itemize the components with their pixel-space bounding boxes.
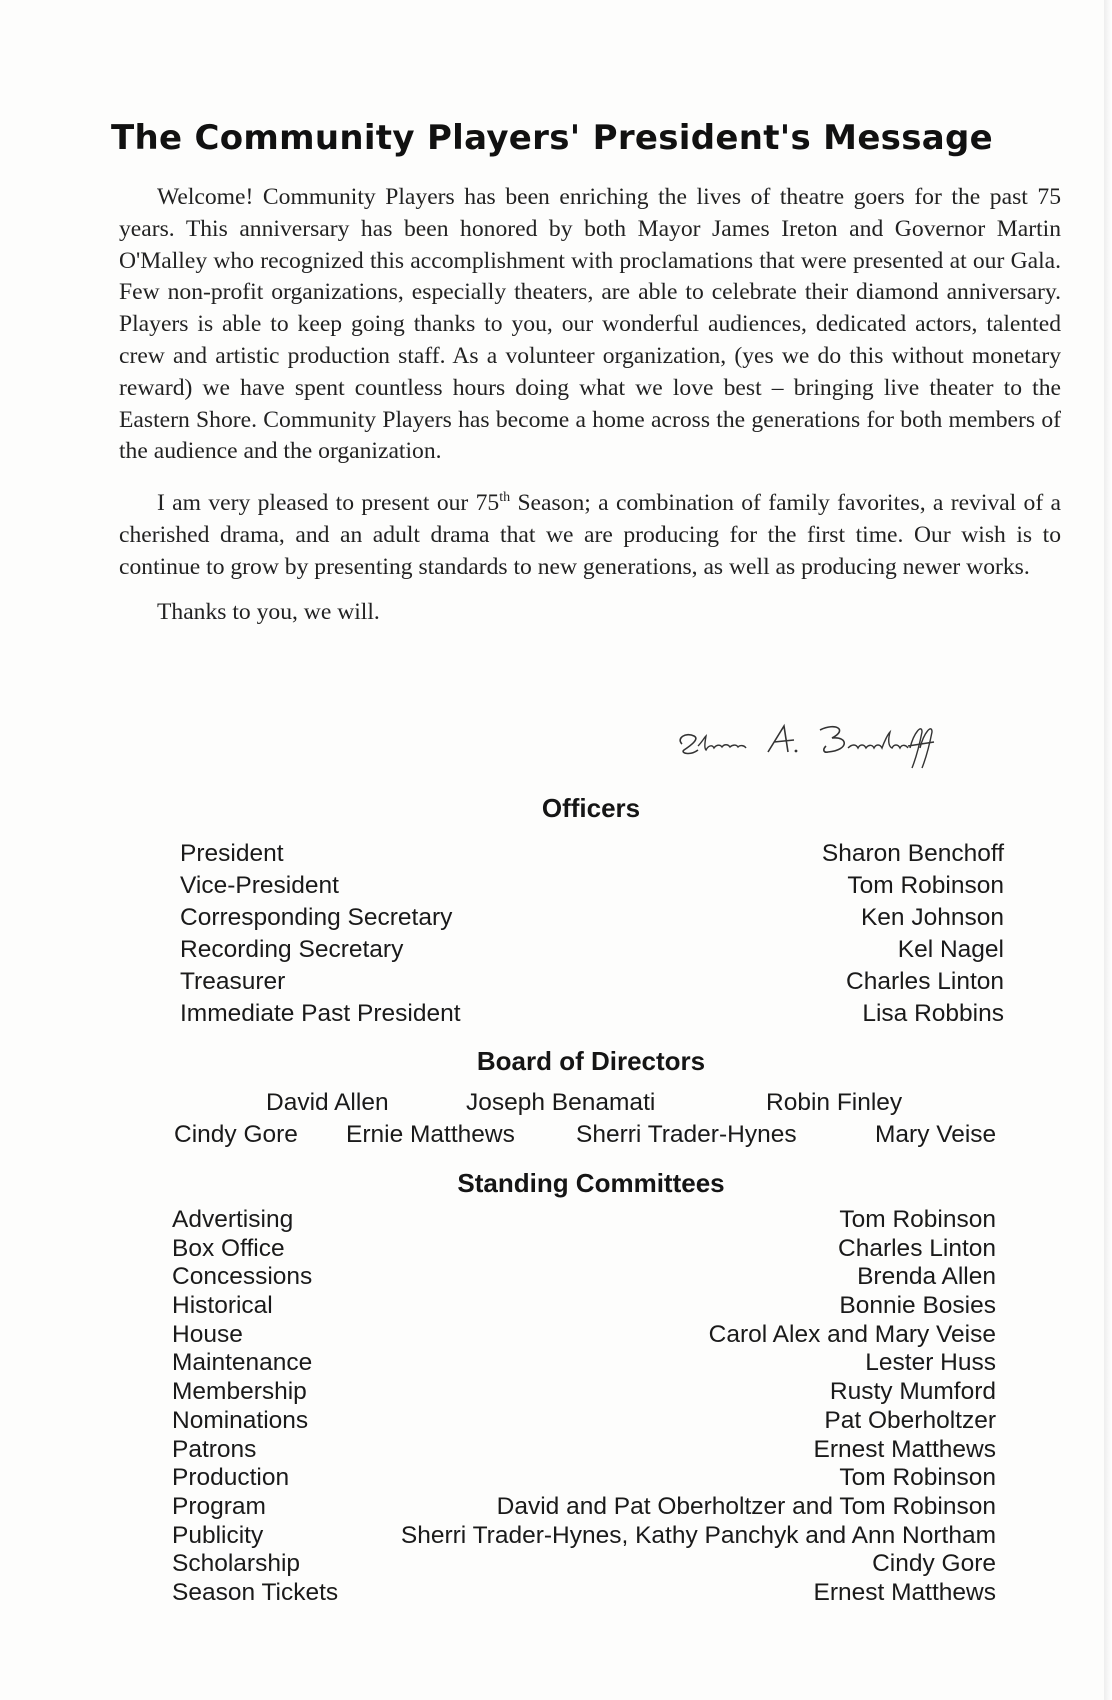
committee-name: Advertising bbox=[172, 1206, 294, 1233]
board-member: David Allen bbox=[266, 1089, 389, 1116]
officer-row bbox=[180, 998, 1004, 1030]
season-intro: I am very pleased to present our 75 bbox=[157, 490, 500, 517]
committee-chair: Rusty Mumford bbox=[829, 1378, 996, 1406]
committee-row bbox=[172, 1292, 996, 1321]
letter-paragraph: Welcome! Community Players has been enriching the lives of theatre goers for the past 75 years. This anniversary has been honored by both Mayor James Ireton and Governor Martin O'Malley who recognized this accomplishment with proclamations that were presented at our Gala. Few non-profit organizations, especially theaters, are able to celebrate their diamond anniversary. Players is able to keep going thanks to you, our wonderful audiences, dedicated actors, talented crew and artistic production staff. As a volunteer organization, (yes we do this without monetary reward) we have spent countless hours doing what we love best – bringing live theater to the Eastern Shore. Community Players has become a home across the generations for both members of the audience and the organization. bbox=[119, 184, 1061, 465]
committee-name: Box Office bbox=[172, 1234, 285, 1262]
presidents-letter bbox=[119, 182, 1061, 643]
committee-name: Program bbox=[172, 1492, 266, 1520]
officer-row bbox=[180, 838, 1004, 870]
committee-name: Membership bbox=[172, 1378, 307, 1406]
committee-chair: Tom Robinson bbox=[839, 1206, 996, 1233]
officer-row bbox=[180, 870, 1004, 902]
committee-name: Season Tickets bbox=[172, 1578, 339, 1606]
board-heading: Board of Directors bbox=[476, 1046, 706, 1076]
committee-row bbox=[172, 1349, 996, 1378]
board-member: Sherri Trader-Hynes bbox=[576, 1121, 797, 1148]
committee-name: Scholarship bbox=[172, 1550, 301, 1578]
officer-role: Treasurer bbox=[180, 968, 286, 995]
committee-chair: David and Pat Oberholtzer and Tom Robinson bbox=[496, 1492, 996, 1520]
committee-chair: Sherri Trader-Hynes, Kathy Panchyk and Ann Northam bbox=[400, 1521, 996, 1549]
officer-row bbox=[180, 934, 1004, 966]
committee-name: Patrons bbox=[172, 1435, 257, 1463]
committee-name: Production bbox=[172, 1464, 290, 1492]
committee-row bbox=[172, 1522, 996, 1551]
committee-chair: Brenda Allen bbox=[857, 1263, 996, 1291]
committees-heading: Standing Committees bbox=[457, 1168, 725, 1198]
committee-row bbox=[172, 1206, 996, 1235]
committee-row bbox=[172, 1321, 996, 1350]
committee-chair: Ernest Matthews bbox=[813, 1435, 996, 1463]
board-member: Mary Veise bbox=[875, 1121, 997, 1148]
committee-row bbox=[172, 1235, 996, 1264]
committee-name: Nominations bbox=[172, 1406, 309, 1434]
committee-name: Concessions bbox=[172, 1263, 313, 1291]
committee-row bbox=[172, 1550, 996, 1579]
committee-name: Maintenance bbox=[172, 1349, 313, 1377]
officer-name: Charles Linton bbox=[846, 968, 1004, 995]
committee-chair: Charles Linton bbox=[838, 1234, 996, 1262]
officer-role: Recording Secretary bbox=[180, 936, 404, 963]
officers-list bbox=[180, 838, 1004, 1030]
committee-row bbox=[172, 1436, 996, 1465]
committee-chair: Tom Robinson bbox=[839, 1464, 996, 1492]
committee-chair: Carol Alex and Mary Veise bbox=[708, 1320, 996, 1348]
officer-name: Lisa Robbins bbox=[862, 1000, 1004, 1027]
president-signature bbox=[672, 712, 952, 772]
committee-chair: Lester Huss bbox=[865, 1349, 996, 1377]
committee-name: House bbox=[172, 1320, 243, 1348]
committee-row bbox=[172, 1493, 996, 1522]
committee-row bbox=[172, 1263, 996, 1292]
officer-role: President bbox=[180, 840, 284, 867]
committee-row bbox=[172, 1464, 996, 1493]
committees-list bbox=[172, 1206, 996, 1608]
committee-row bbox=[172, 1579, 996, 1608]
officers-heading: Officers bbox=[541, 793, 641, 823]
board-member: Robin Finley bbox=[766, 1089, 903, 1116]
officer-row bbox=[180, 966, 1004, 998]
committee-row bbox=[172, 1407, 996, 1436]
officer-name: Sharon Benchoff bbox=[821, 840, 1004, 867]
officer-name: Ken Johnson bbox=[860, 904, 1004, 931]
committee-chair: Bonnie Bosies bbox=[839, 1292, 996, 1320]
page-title: The Community Players' President's Message bbox=[110, 118, 993, 158]
officer-role: Immediate Past President bbox=[180, 1000, 461, 1027]
committee-name: Publicity bbox=[172, 1521, 264, 1549]
season-description: Season; a combination of family favorites, a revival of a cherished drama, and an adult drama that we are producing for the first time. Our wish is to continue to grow by presenting standards to new generations, as well as producing newer works. bbox=[119, 490, 1062, 580]
officer-role: Vice-President bbox=[180, 872, 339, 899]
committee-row bbox=[172, 1378, 996, 1407]
page-edge bbox=[1104, 0, 1112, 1700]
letter-closing: Thanks to you, we will. bbox=[157, 599, 380, 626]
committee-chair: Ernest Matthews bbox=[813, 1578, 996, 1606]
board-member: Ernie Matthews bbox=[346, 1121, 515, 1148]
board-member: Cindy Gore bbox=[174, 1121, 298, 1148]
officer-name: Kel Nagel bbox=[897, 936, 1004, 963]
officer-role: Corresponding Secretary bbox=[180, 904, 453, 931]
letter-paragraph bbox=[119, 482, 1061, 583]
committee-chair: Pat Oberholtzer bbox=[824, 1406, 996, 1434]
committee-chair: Cindy Gore bbox=[872, 1550, 996, 1578]
board-member: Joseph Benamati bbox=[466, 1089, 656, 1116]
officer-name: Tom Robinson bbox=[847, 872, 1004, 899]
officer-row bbox=[180, 902, 1004, 934]
ordinal-suffix: th bbox=[499, 490, 511, 506]
committee-name: Historical bbox=[172, 1292, 273, 1320]
